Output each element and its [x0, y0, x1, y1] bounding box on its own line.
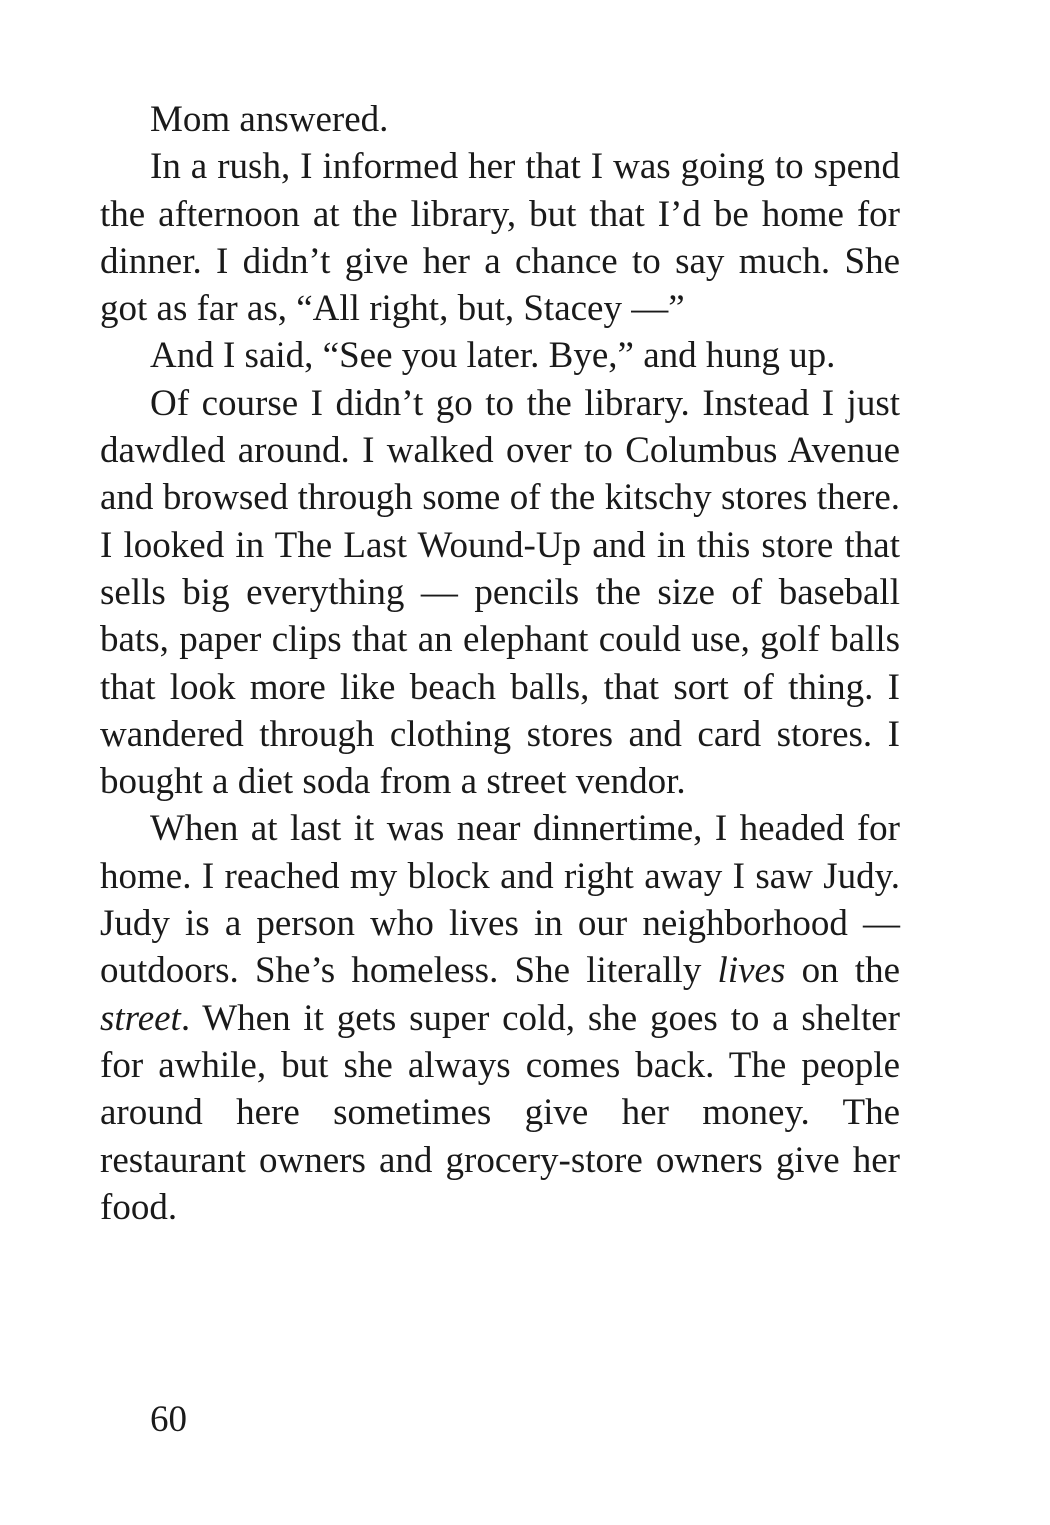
paragraph-5: When at last it was near dinnertime, I headed for home. I reached my block and right away I saw Judy. Judy is a person who lives in our neighborhood — outdoors. She’s homeless. She literally lives on the street. When it gets super cold, she goes to a shelter for awhile, but she always comes back. The people around here sometimes give her money. The restaurant owners and grocery-store owners give her food. [100, 808, 900, 1228]
body-text [100, 96, 900, 1231]
italic-street: street [100, 997, 181, 1039]
paragraph-3: And I said, “See you later. Bye,” and hung up. [150, 335, 836, 377]
page-number: 60 [150, 1399, 187, 1440]
italic-lives: lives [717, 950, 786, 992]
paragraph-2: In a rush, I informed her that I was going to spend the afternoon at the library, but that I’d be home for dinner. I didn’t give her a chance to say much. She got as far as, “All right, but, Stacey —” [100, 146, 900, 330]
paragraph-4: Of course I didn’t go to the library. Instead I just dawdled around. I walked over to Columbus Avenue and browsed through some of the kitschy stores there. I looked in The Last Wound-Up and in this store that sells big everything — pencils the size of baseball bats, paper clips that an elephant could use, golf balls that look more like beach balls, that sort of thing. I wandered through clothing stores and card stores. I bought a diet soda from a street vendor. [100, 382, 900, 803]
paragraph-1: Mom answered. [150, 99, 389, 140]
